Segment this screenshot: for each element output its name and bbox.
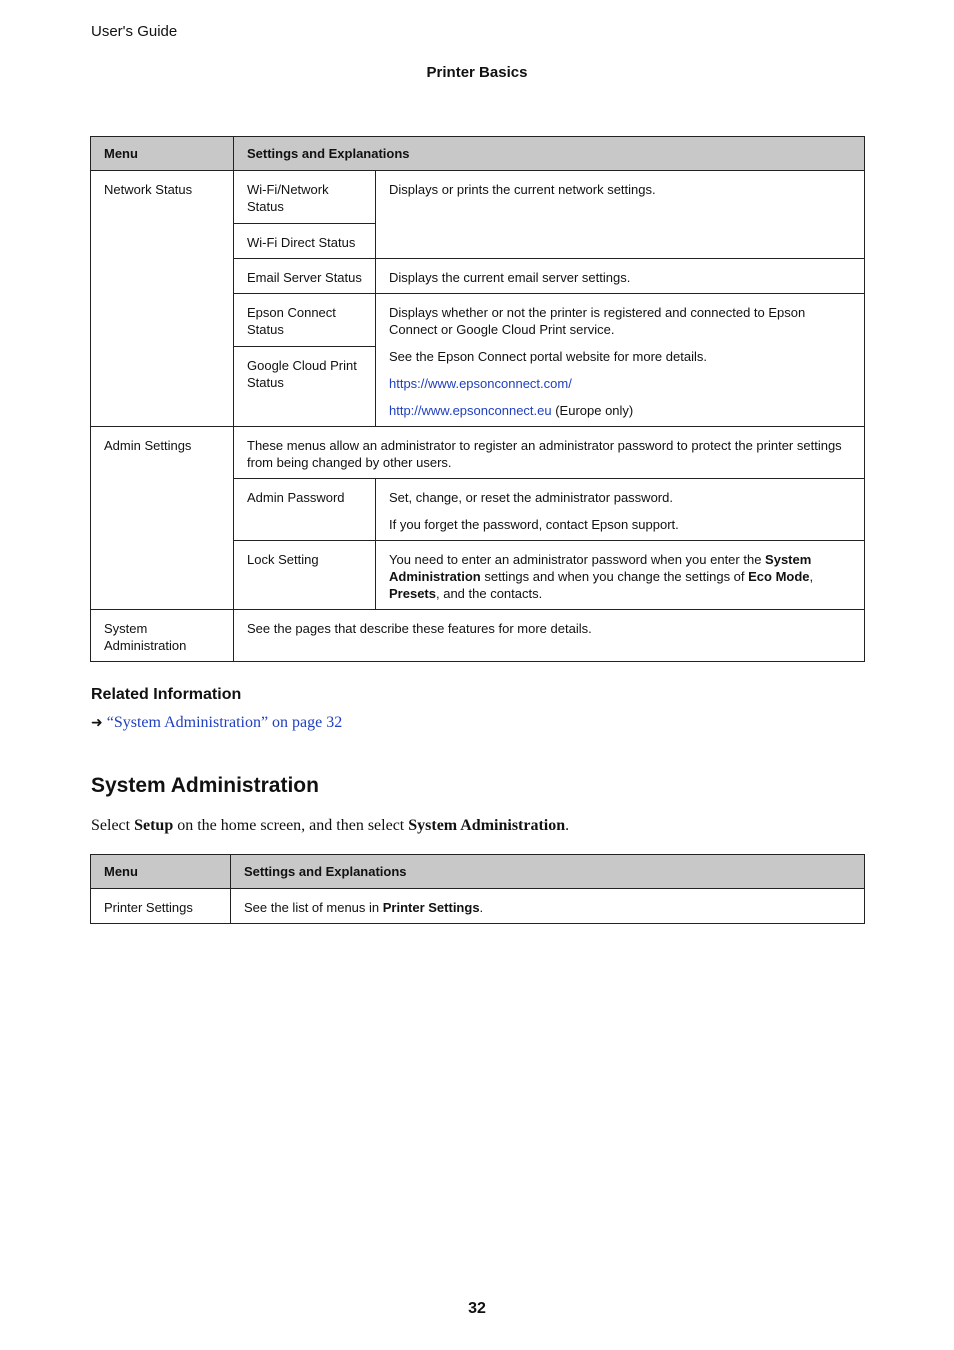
table-row bbox=[91, 889, 865, 924]
epsonconnect-com-link[interactable]: https://www.epsonconnect.com/ bbox=[389, 376, 572, 391]
column-header-settings: Settings and Explanations bbox=[231, 855, 865, 889]
arrow-right-icon: ➜ bbox=[91, 715, 103, 731]
system-administration-heading: System Administration bbox=[91, 774, 319, 797]
portal-note: See the Epson Connect portal website for more details. bbox=[389, 349, 707, 364]
section-title: Printer Basics bbox=[426, 64, 528, 81]
explanation-epson-connect bbox=[376, 294, 865, 427]
table-row bbox=[91, 610, 865, 662]
setting-wifi-direct-status: Wi-Fi Direct Status bbox=[234, 224, 376, 259]
europe-only-note: (Europe only) bbox=[551, 403, 634, 418]
column-header-menu: Menu bbox=[91, 855, 231, 889]
related-link-text[interactable]: “System Administration” on page 32 bbox=[106, 714, 343, 731]
menu-cell-network-status: Network Status bbox=[91, 171, 234, 427]
system-administration-table bbox=[90, 854, 865, 924]
explanation-wifi: Displays or prints the current network settings. bbox=[376, 171, 865, 259]
setting-google-cloud-print-status: Google Cloud Print Status bbox=[234, 347, 376, 427]
explanation-lock-setting: You need to enter an administrator password when you enter the System Administration settings and when you change the settings of Eco Mode, Presets, and the contacts. bbox=[376, 541, 865, 610]
explanation-email-server: Displays the current email server settings. bbox=[376, 259, 865, 294]
network-admin-settings-table bbox=[90, 136, 865, 662]
setting-epson-connect-status: Epson Connect Status bbox=[234, 294, 376, 347]
column-header-menu: Menu bbox=[91, 137, 234, 171]
explanation-printer-settings: See the list of menus in Printer Settings. bbox=[231, 889, 865, 924]
menu-cell-admin-settings: Admin Settings bbox=[91, 427, 234, 610]
menu-cell-printer-settings: Printer Settings bbox=[91, 889, 231, 924]
setting-admin-password: Admin Password bbox=[234, 479, 376, 541]
password-desc-set: Set, change, or reset the administrator password. bbox=[389, 490, 673, 505]
related-link[interactable] bbox=[91, 714, 342, 732]
related-information-heading: Related Information bbox=[91, 686, 242, 703]
setting-lock-setting: Lock Setting bbox=[234, 541, 376, 610]
explanation-admin-password bbox=[376, 479, 865, 541]
table-header-row bbox=[91, 137, 865, 171]
epsonconnect-eu-link[interactable]: http://www.epsonconnect.eu bbox=[389, 403, 552, 418]
password-desc-forget: If you forget the password, contact Epson support. bbox=[389, 517, 679, 532]
table-row bbox=[91, 171, 865, 224]
page-number: 32 bbox=[468, 1300, 486, 1317]
column-header-settings: Settings and Explanations bbox=[234, 137, 865, 171]
table-header-row bbox=[91, 855, 865, 889]
system-administration-intro: Select Setup on the home screen, and then select System Administration. bbox=[91, 817, 570, 834]
connect-description: Displays whether or not the printer is registered and connected to Epson Connect or Google Cloud Print service. bbox=[389, 305, 806, 337]
admin-settings-intro: These menus allow an administrator to register an administrator password to protect the printer settings from being changed by other users. bbox=[234, 427, 865, 479]
document-title: User's Guide bbox=[91, 23, 178, 40]
table-row bbox=[91, 427, 865, 479]
setting-email-server-status: Email Server Status bbox=[234, 259, 376, 294]
setting-wifi-network-status: Wi-Fi/Network Status bbox=[234, 171, 376, 224]
menu-cell-system-administration: System Administration bbox=[91, 610, 234, 662]
explanation-system-administration: See the pages that describe these features for more details. bbox=[234, 610, 865, 662]
